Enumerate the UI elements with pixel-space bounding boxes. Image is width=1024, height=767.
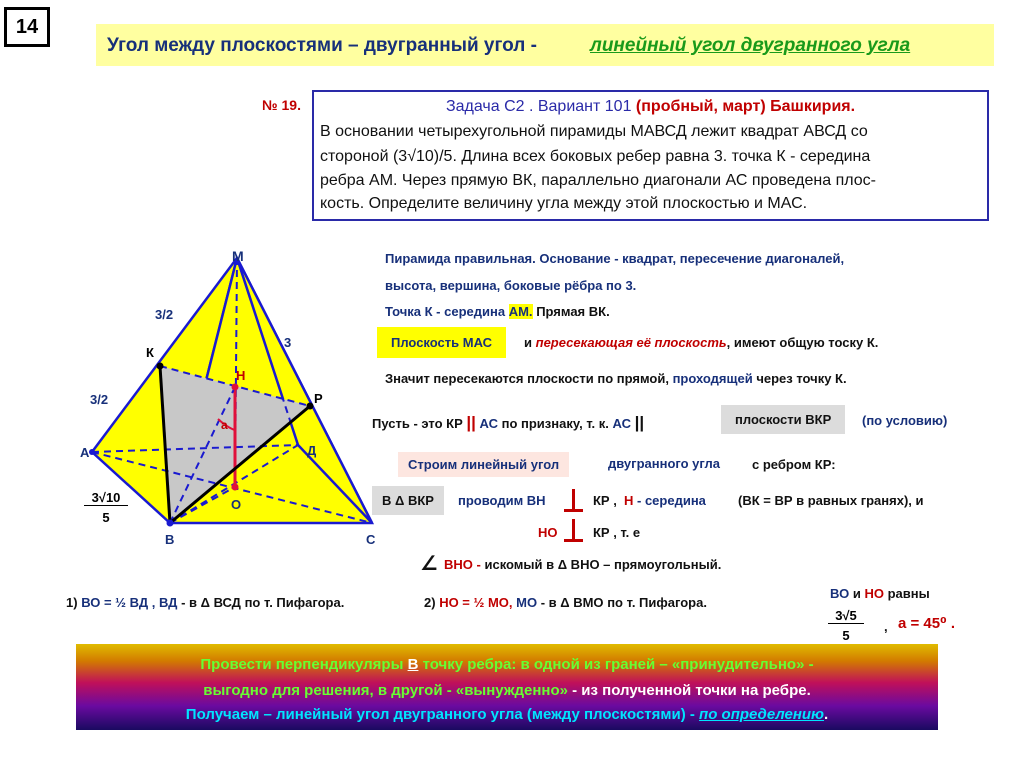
parallel-sign: || [466, 413, 476, 432]
perpendicular-sign-base [564, 509, 583, 512]
dihedral-angle-text: двугранного угла [608, 456, 720, 471]
by-condition: (по условию) [862, 413, 948, 428]
label-c: С [366, 532, 376, 547]
label-ak-length: 3/2 [90, 392, 109, 407]
criterion-text: по признаку, т. к. [501, 416, 609, 431]
angle-icon: ∠ [420, 553, 438, 575]
label-h: Н [236, 368, 246, 383]
label-m: М [232, 248, 244, 264]
angle-bho: ВНО - [444, 557, 481, 572]
point-h [232, 384, 239, 391]
equal-text: равны [887, 586, 930, 601]
sought-text: искомый в Δ ВНО – прямоугольный. [484, 557, 722, 572]
in-triangle-bkp: В Δ ВКР [372, 486, 444, 515]
point-b [167, 520, 174, 527]
task-header-note: (пробный, март) Башкирия. [635, 98, 856, 115]
answer-comma: , [884, 619, 888, 634]
title-sub: линейный угол двугранного угла [590, 35, 911, 56]
banner-line-1 [76, 656, 938, 673]
equal-faces-text: (ВК = ВР в равных гранях), и [738, 493, 924, 508]
perpendicular-sign-2-stem [572, 519, 575, 539]
ho-text: НО [538, 525, 558, 540]
task-line: кость. Определите величину угла между этой плоскостью и МАС. [320, 195, 808, 212]
passing-text: проходящей [672, 371, 753, 386]
banner-beneficial: выгодно для решения, [203, 682, 374, 699]
through-k-text: через точку К. [756, 371, 847, 386]
h-midpoint [624, 493, 706, 508]
h-letter: Н [624, 493, 634, 508]
pythagoras-2: по т. Пифагора. [607, 595, 707, 610]
answer-numerator: 3√5 [828, 608, 864, 624]
line-bk-text: Прямая ВК. [536, 304, 610, 319]
base-side-denominator: 5 [102, 510, 110, 525]
solution-line-1: Пирамида правильная. Основание - квадрат, пересечение диагоналей, [385, 251, 845, 266]
ac-text-2: АС [612, 416, 631, 431]
perpendicular-sign-2-base [564, 539, 583, 542]
point-a [89, 449, 95, 455]
ho-label: НО [864, 586, 884, 601]
bo-formula: ВО = ½ ВД , ВД [81, 595, 178, 610]
solution-line-3 [385, 304, 610, 319]
banner-perpendiculars: Провести перпендикуляры [200, 656, 404, 673]
solution-line-2: высота, вершина, боковые рёбра по 3. [385, 278, 637, 293]
label-k: К [146, 345, 154, 360]
answer-denominator: 5 [842, 628, 850, 643]
label-o: О [231, 497, 242, 512]
mo-text: МО [516, 595, 538, 610]
label-a: А [80, 445, 90, 460]
bo-label: ВО [830, 586, 850, 601]
banner-other-face: в другой - «вынужденно» [377, 682, 568, 699]
solution-line-6 [372, 413, 644, 433]
banner-to-letter: В [407, 656, 419, 673]
banner-from-point: - из полученной точки на ребре. [572, 682, 811, 699]
ac-text: АС [479, 416, 498, 431]
and-text: и [524, 335, 532, 350]
edge-kp-text: с ребром КР: [752, 457, 836, 472]
task-header [312, 98, 989, 116]
point-o [232, 484, 239, 491]
label-alpha: a [221, 418, 228, 432]
ho-formula: НО = ½ МО, [439, 595, 513, 610]
final-answer: a = 45⁰ . [898, 615, 956, 632]
perpendicular-sign-stem [572, 489, 575, 509]
equal-values-line [830, 586, 930, 601]
in-triangle-bsd: - в Δ ВСД [181, 595, 241, 610]
banner-by-definition: по определению [699, 706, 825, 723]
and-2-text: и [852, 586, 861, 601]
segment-am: АМ. [508, 304, 533, 319]
label-b: В [165, 532, 175, 547]
label-edge-length: 3 [284, 335, 292, 350]
intersecting-plane: пересекающая её плоскость [535, 335, 727, 350]
task-line: стороной (3√10)/5. Длина всех боковых ребер равна 3. точка К - середина [320, 148, 871, 165]
step-1-number: 1) [66, 595, 78, 610]
banner-line-2 [76, 682, 938, 699]
plane-bkp-box: плоскости ВКР [721, 405, 845, 434]
label-km-length: 3/2 [155, 307, 174, 322]
banner-line-3 [76, 706, 938, 723]
point-k [157, 363, 164, 370]
midpoint-text: - середина [637, 493, 706, 508]
kp-text-2: КР , т. е [593, 525, 641, 540]
banner-result: Получаем – линейный угол двугранного угла (между плоскостями) - [185, 706, 695, 723]
parallel-sign-2: || [634, 413, 645, 432]
in-triangle-bmo: - в Δ ВМО [540, 595, 604, 610]
label-d: Д [307, 443, 317, 458]
kp-text-1: КР , [593, 493, 617, 508]
step-2 [424, 595, 707, 610]
solution-line-5 [385, 371, 847, 386]
point-k-text: Точка К - середина [385, 304, 506, 319]
task-number: № 19. [262, 97, 301, 113]
pythagoras-1: по т. Пифагора. [244, 595, 345, 610]
task-line: ребра АМ. Через прямую ВК, параллельно диагонали АС проведена плос- [320, 172, 876, 189]
solution-line-4 [524, 335, 878, 350]
intersection-text: Значит пересекаются плоскости по прямой, [385, 371, 669, 386]
step-2-number: 2) [424, 595, 436, 610]
sought-angle-line [444, 557, 721, 572]
banner-period: . [824, 706, 829, 723]
task-line: В основании четырехугольной пирамиды МАВСД лежит квадрат АВСД со [320, 123, 868, 140]
draw-bh-text: проводим ВН [458, 493, 546, 508]
title-main: Угол между плоскостями – двугранный угол - [107, 35, 537, 56]
build-linear-angle: Строим линейный угол [398, 452, 569, 477]
common-point-text: , имеют общую тоску К. [726, 335, 879, 350]
plane-mac-box: Плоскость МАС [377, 327, 506, 358]
task-header-source: Задача С2 . Вариант 101 [445, 98, 632, 115]
base-side-numerator: 3√10 [84, 490, 128, 506]
step-1 [66, 595, 344, 610]
label-p: Р [314, 391, 323, 406]
banner-forced: точку ребра: в одной из граней – «принудительно» - [422, 656, 814, 673]
point-p [307, 403, 314, 410]
slide-number: 14 [4, 7, 50, 47]
let-kp-text: Пусть - это КР [372, 416, 463, 431]
